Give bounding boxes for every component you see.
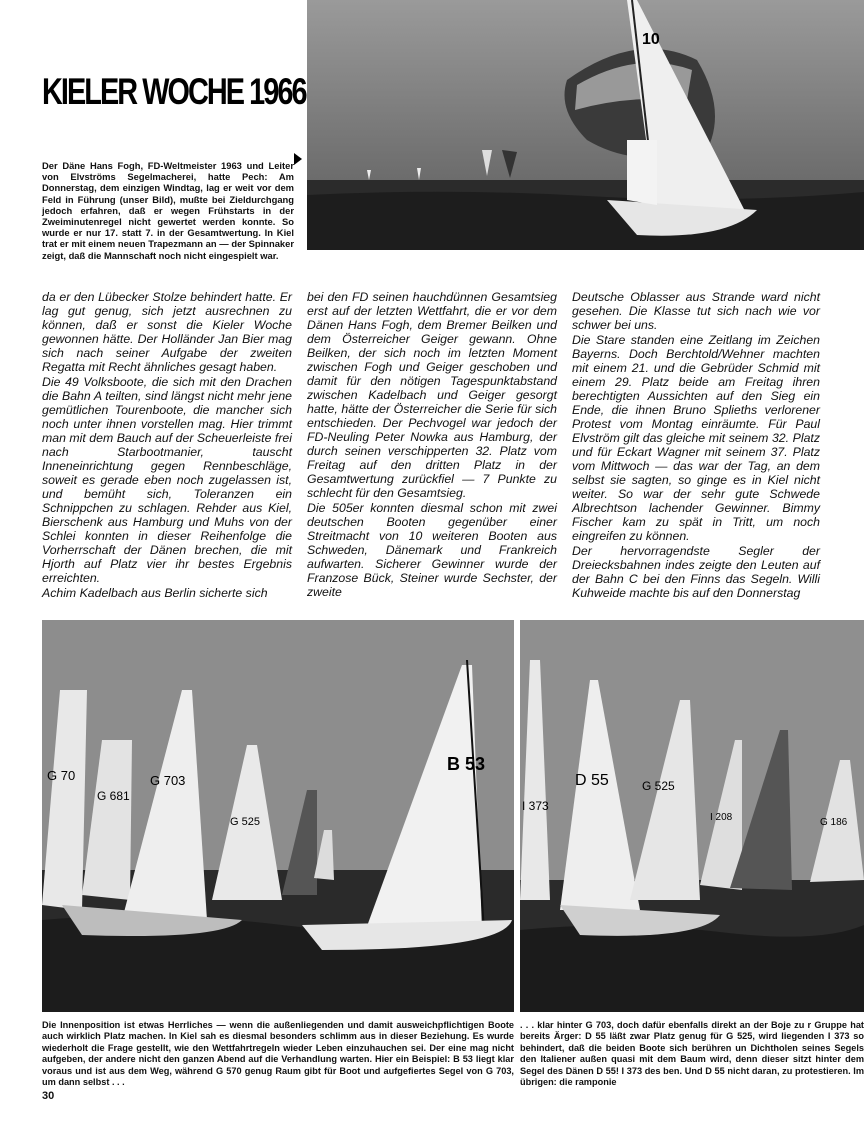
top-sail-number: 10 <box>642 31 660 48</box>
top-photo-fd-spinnaker <box>307 0 864 250</box>
sail-number-right-4: I 373 <box>522 799 549 813</box>
article-column-2 <box>307 290 557 600</box>
sail-number-left-2: G 681 <box>97 789 130 803</box>
sail-number-right-1: D 55 <box>575 772 609 789</box>
paragraph: Der hervorragendste Segler der Dreiecksbahnen indes zeigte den Leuten auf der Bahn C bei den Finns das Segeln. Willi Kuhweide machte bis auf den Donnerstag <box>572 544 820 600</box>
photo-caption-right: . . . klar hinter G 703, doch dafür ebenfalls direkt an der Boje zu r Gruppe hat bereits Ärger: D 55 läßt zwar Platz genug für G 525, wird liegenden I 373 so behindert, daß die beiden Boote sich berühren un Dichtholen seines Segels den Italiener außen quasi mit dem Baum wird, denn dieser sitzt hinter dem Segel des Dänen D 55! I 373 des ben. Und D 55 nicht daran, zu protestieren. Im übrigen: die ramponie <box>520 1020 864 1088</box>
photo-caption-left: Die Innenposition ist etwas Herrliches — wenn die außenliegenden und damit ausweichpflichtigen Boote auch wirklich Platz machen. In Kiel sah es diesmal besonders schlimm aus in dieser Beziehung. Es wurde wiederholt die Frage gestellt, wie den Wettfahrtregeln wieder Leben einzuhauchen sei. Der eine mag nicht aufgeben, der andere nicht den ganzen Abend auf die Verhandlung warten. Hier ein Beispiel: B 53 liegt klar voraus und ist aus dem Weg, während G 570 genug Raum gibt für Boot und aufgefiertes Segel von G 703, um dann selbst . . . <box>42 1020 514 1088</box>
sail-number-left-4: G 525 <box>230 816 260 828</box>
sail-number-left-1: G 70 <box>47 768 76 783</box>
page-number: 30 <box>42 1090 55 1102</box>
paragraph: Die 505er konnten diesmal schon mit zwei deutschen Booten gegenüber einer Streitmacht von 10 weiteren Booten aus Schweden, Dänemark und Frankreich aufwarten. Sicherer Gewinner wurde der Franzose Bück, Steiner wurde Sechster, der zweite <box>307 501 557 599</box>
page-title: KIELER WOCHE 1966 <box>42 71 306 112</box>
bottom-left-photo-finn-mark-rounding <box>42 620 514 1012</box>
paragraph: Achim Kadelbach aus Berlin sicherte sich <box>42 586 268 600</box>
paragraph: da er den Lübecker Stolze behindert hatte. Er lag gut genug, sich jetzt ausrechnen zu können, daß er sonst die Kieler Woche gewonnen hätte. Der Holländer Jan Bier mag sich nach seiner Aufgabe der zweiten Regatta mit Recht ähnliches gesagt haben. <box>42 290 292 374</box>
paragraph: bei den FD seinen hauchdünnen Gesamtsieg erst auf der letzten Wettfahrt, die er vor dem Dänen Hans Fogh, dem Bremer Beilken und dem Österreicher Geiger gewann. Ohne Beilken, der sich noch im letzten Moment zwischen Fogh und Geiger geschoben und damit für den nötigen Tagespunktabstand zwischen Kadelbach und Geiger gesorgt hatte, hätte der Österreicher die Serie für sich entschieden. Der Pechvogel war jedoch der FD-Neuling Peter Nowka aus Hamburg, der durch seinen verschipperten 32. Platz vom Freitag auf den dritten Platz in der Gesamtwertung zurückfiel — 7 Punkte zu schlecht für den Gesamtsieg. <box>307 290 557 500</box>
article-column-1 <box>42 290 292 601</box>
paragraph: Die 49 Volksboote, die sich mit den Drachen die Bahn A teilten, sind längst nicht mehr jene gemütlichen Tourenboote, die mancher sich noch unter ihnen vorstellen mag. Hier trimmt man mit dem Bauch auf der Scheuerleiste frei nach Starbootmanier, tauscht Inneneinrichtung gegen Rennbeschläge, soweit es gerade eben noch zugelassen ist, und bemüht sich, Toleranzen ein Schnippchen zu schlagen. Rehder aus Kiel, Bierschenk aus Hamburg und Muhs von der Schlei konnten in dieser Reihenfolge die Vorherrschaft der Dänen brechen, die mit Hjorth auf Platz vier ihr bestes Ergebnis erreichten. <box>42 375 292 585</box>
sail-number-right-2: G 525 <box>642 779 675 793</box>
caption-arrow-icon <box>294 153 302 165</box>
paragraph: Die Stare standen eine Zeitlang im Zeichen Bayerns. Doch Berchtold/Wehner machten mit einem 21. und die Gebrüder Schmid mit einem 29. Platz beide am Freitag ihren berechtigten Aussichten auf den Sieg ein Ende, die ihnen Bruno Splieths verlorener Protest vom Montag einräumte. Für Paul Elvström gilt das gleiche mit seinem 32. Platz und für Eckart Wagner mit seinem 37. Platz vom Mittwoch — das war der Tag, an dem selbst sie sagten, so ginge es in Kiel nicht weiter. So war der sehr gute Schwede Albrechtson lachender Gewinner. Bimmy Fischer kam zu spät in Tritt, um noch eingreifen zu können. <box>572 333 820 543</box>
sail-number-left-5: B 53 <box>447 754 486 774</box>
intro-caption: Der Däne Hans Fogh, FD-Weltmeister 1963 und Leiter von Elvströms Segelmacherei, hatte Pech: Am Donnerstag, dem einzigen Windtag, lag er weit vor dem Feld in Führung (unser Bild), mußte bei Zieldurchgang jedoch erfahren, daß er wegen Frühstarts in der Zweiminutenregel nicht gewertet werden konnte. So wurde er nur 17. statt 7. in der Gesamtwertung. In Kiel trat er mit einem neuen Trapezmann an — der Spinnaker zeigt, daß die Mannschaft noch nicht eingespielt war. <box>42 160 294 261</box>
article-column-3 <box>572 290 820 601</box>
paragraph: Deutsche Oblasser aus Strande ward nicht gesehen. Die Klasse tut sich nach wie vor schwer bei uns. <box>572 290 820 332</box>
sail-number-right-5: G 186 <box>820 817 848 828</box>
sail-number-right-3: I 208 <box>710 812 733 823</box>
sail-number-left-3: G 703 <box>150 773 186 788</box>
bottom-right-photo-finn-boats <box>520 620 864 1012</box>
